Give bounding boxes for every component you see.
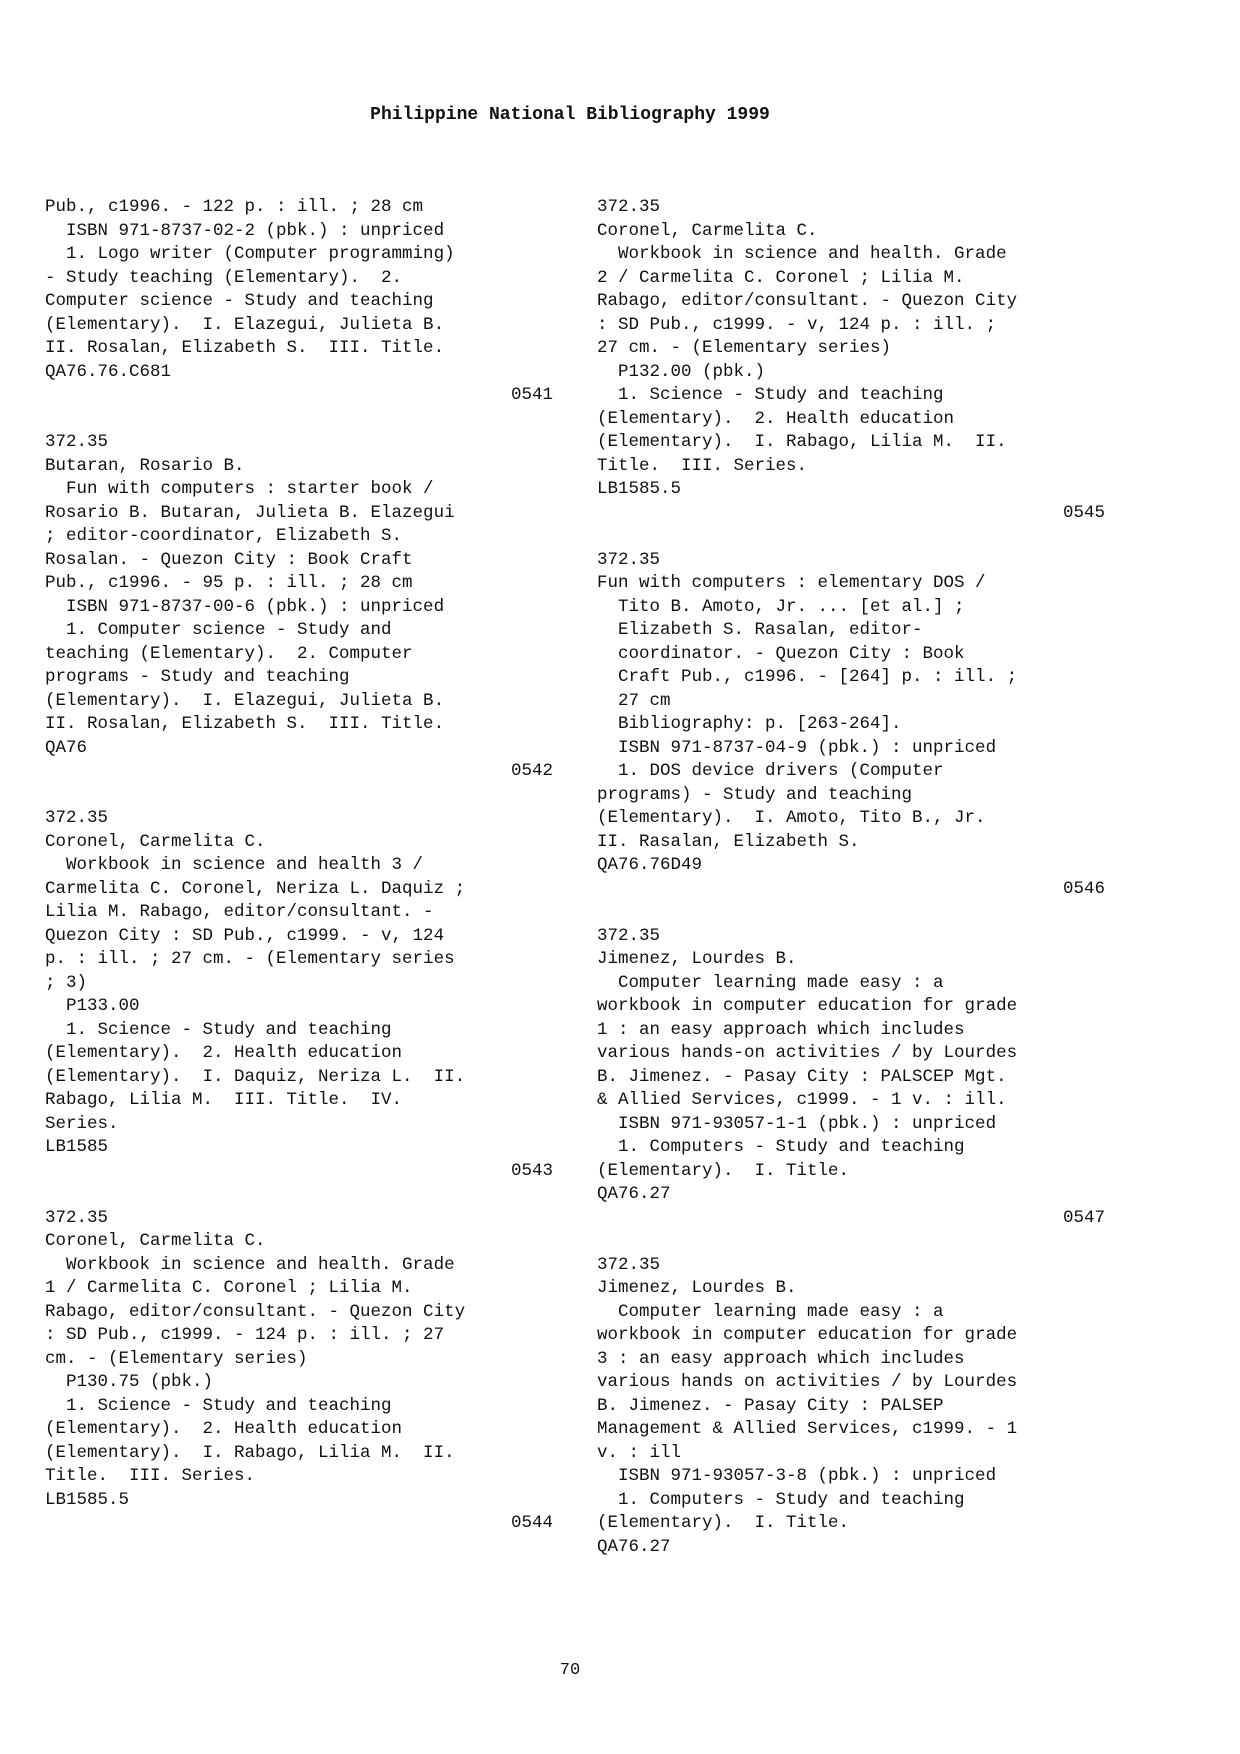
entry-line: ISBN 971-93057-1-1 (pbk.) : unpriced [597, 1113, 997, 1134]
entry-line: Bibliography: p. [263-264]. [597, 714, 902, 734]
entry-line: Rabago, editor/consultant. - Quezon City [597, 291, 1018, 311]
entry-line: (Elementary). 2. Health education [45, 1043, 403, 1063]
entry-line: QA76.27 [597, 1184, 671, 1204]
entry-line: 1. Logo writer (Computer programming) [45, 244, 455, 264]
entry-line: LB1585.5 [597, 479, 682, 499]
entry-line: (Elementary). 2. Health education [597, 408, 955, 429]
entry-line: & Allied Services, c1999. - 1 v. : ill. [597, 1090, 1007, 1110]
entry-line: Jimenez, Lourdes B. [597, 949, 797, 969]
entry-line: ISBN 971-8737-00-6 (pbk.) : unpriced [45, 596, 445, 617]
entry-line: Rabago, editor/consultant. - Quezon City [45, 1301, 466, 1322]
entry-line: Pub., c1996. - 122 p. : ill. ; 28 cm [45, 197, 424, 217]
entry-line: 1 : an easy approach which includes [597, 1019, 965, 1040]
entry-line: Rabago, Lilia M. III. Title. IV. [45, 1090, 403, 1110]
entry-number: 0547 [1062, 1207, 1105, 1228]
entry-line: 372.35 [45, 1207, 109, 1228]
entry-line: II. Rosalan, Elizabeth S. III. Title. [45, 714, 445, 734]
entry-line: LB1585 [45, 1137, 109, 1157]
entry-line: coordinator. - Quezon City : Book [597, 643, 965, 664]
entry-line: Coronel, Carmelita C. [45, 1231, 266, 1251]
page-number: 70 [559, 1661, 581, 1680]
entry-line: B. Jimenez. - Pasay City : PALSCEP Mgt. [597, 1066, 1007, 1087]
entry-line: Fun with computers : elementary DOS / [597, 573, 986, 593]
entry-line: Series. [45, 1113, 119, 1134]
entry-line: Computer learning made easy : a [597, 1301, 944, 1322]
entry-line: Title. III. Series. [597, 455, 808, 476]
bibliography-entry [45, 196, 553, 408]
entry-line: v. : ill [597, 1442, 682, 1463]
entry-line: (Elementary). I. Elazegui, Julieta B. [45, 314, 445, 335]
entry-line: 1. Computers - Study and teaching [597, 1137, 965, 1157]
entry-line: Workbook in science and health. Grade [45, 1254, 455, 1275]
entry-line: p. : ill. ; 27 cm. - (Elementary series [45, 949, 455, 969]
entry-line: programs) - Study and teaching [597, 784, 913, 805]
entry-line: Rosalan. - Quezon City : Book Craft [45, 549, 413, 570]
entry-line: Tito B. Amoto, Jr. ... [et al.] ; [597, 596, 965, 617]
entry-line: Quezon City : SD Pub., c1999. - v, 124 [45, 925, 445, 946]
entry-line: Lilia M. Rabago, editor/consultant. - [45, 902, 434, 922]
entry-line: Elizabeth S. Rasalan, editor- [597, 620, 923, 640]
entry-line: 1. Computer science - Study and [45, 620, 392, 640]
entry-line: Computer science - Study and teaching [45, 291, 434, 311]
entry-line: 1. Science - Study and teaching [45, 1395, 392, 1416]
entry-line: Rosario B. Butaran, Julieta B. Elazegui [45, 502, 455, 523]
entry-number: 0545 [1062, 502, 1105, 523]
bibliography-entry [45, 1207, 553, 1536]
entry-line: 372.35 [45, 808, 109, 828]
entry-line: 1. Science - Study and teaching [45, 1019, 392, 1040]
entry-line: (Elementary). I. Rabago, Lilia M. II. [597, 432, 1007, 452]
entry-line: workbook in computer education for grade [597, 1325, 1018, 1345]
entry-line: Fun with computers : starter book / [45, 479, 434, 499]
entry-line: (Elementary). I. Daquiz, Neriza L. II. [45, 1066, 466, 1087]
entry-line: 1. DOS device drivers (Computer [597, 761, 944, 781]
entry-line: programs - Study and teaching [45, 667, 350, 687]
entry-line: - Study teaching (Elementary). 2. [45, 267, 403, 288]
entry-line: Coronel, Carmelita C. [45, 831, 266, 852]
entry-line: (Elementary). I. Title. [597, 1160, 850, 1181]
entry-number: 0544 [510, 1513, 553, 1533]
entry-line: 372.35 [597, 549, 661, 570]
entry-line: P133.00 [45, 996, 140, 1016]
bibliography-entry [597, 196, 1105, 525]
entry-line: Title. III. Series. [45, 1466, 256, 1486]
entry-line: Pub., c1996. - 95 p. : ill. ; 28 cm [45, 573, 413, 593]
entry-line: 372.35 [45, 432, 109, 452]
entry-line: 372.35 [597, 925, 661, 946]
entry-line: P130.75 (pbk.) [45, 1372, 214, 1392]
entry-line: LB1585.5 [45, 1489, 130, 1510]
entry-line: Butaran, Rosario B. [45, 455, 245, 476]
left-column [45, 196, 553, 1559]
entry-number: 0543 [510, 1160, 553, 1181]
entry-number: 0541 [510, 385, 553, 405]
bibliography-entry [597, 925, 1105, 1231]
entry-line: QA76 [45, 737, 88, 758]
entry-line: Workbook in science and health 3 / [45, 855, 424, 875]
entry-line: Coronel, Carmelita C. [597, 220, 818, 241]
entry-line: ISBN 971-8737-04-9 (pbk.) : unpriced [597, 737, 997, 758]
entry-line: cm. - (Elementary series) [45, 1348, 308, 1369]
entry-line: 372.35 [597, 197, 661, 217]
entry-line: (Elementary). I. Rabago, Lilia M. II. [45, 1442, 455, 1463]
bibliography-entry [597, 1254, 1105, 1560]
entry-line: 1. Computers - Study and teaching [597, 1489, 965, 1510]
entry-line: teaching (Elementary). 2. Computer [45, 643, 413, 664]
entry-line: ISBN 971-8737-02-2 (pbk.) : unpriced [45, 220, 445, 241]
entry-line: QA76.76D49 [597, 855, 703, 875]
entry-line: 2 / Carmelita C. Coronel ; Lilia M. [597, 267, 965, 288]
entry-line: ISBN 971-93057-3-8 (pbk.) : unpriced [597, 1466, 997, 1486]
bibliography-entry [597, 549, 1105, 902]
entry-line: Workbook in science and health. Grade [597, 244, 1007, 264]
entry-line: (Elementary). I. Elazegui, Julieta B. [45, 690, 445, 711]
entry-line: (Elementary). 2. Health education [45, 1419, 403, 1439]
page-title: Philippine National Bibliography 1999 [370, 105, 770, 125]
entry-line: (Elementary). I. Title. [597, 1513, 850, 1533]
entry-line: II. Rosalan, Elizabeth S. III. Title. [45, 338, 445, 358]
entry-line: 27 cm. - (Elementary series) [597, 338, 892, 358]
entry-line: P132.00 (pbk.) [597, 361, 766, 382]
entry-line: QA76.27 [597, 1536, 671, 1557]
entry-line: : SD Pub., c1999. - 124 p. : ill. ; 27 [45, 1325, 445, 1345]
entry-line: Carmelita C. Coronel, Neriza L. Daquiz ; [45, 878, 466, 899]
entry-line: Computer learning made easy : a [597, 972, 944, 993]
entry-line: B. Jimenez. - Pasay City : PALSEP [597, 1395, 944, 1416]
entry-line: 1 / Carmelita C. Coronel ; Lilia M. [45, 1278, 413, 1298]
entry-line: ; 3) [45, 972, 88, 993]
bibliography-entry [45, 431, 553, 784]
entry-line: 372.35 [597, 1254, 661, 1275]
entry-line: : SD Pub., c1999. - v, 124 p. : ill. ; [597, 314, 997, 335]
entry-number: 0546 [1062, 878, 1105, 899]
entry-line: ; editor-coordinator, Elizabeth S. [45, 526, 403, 546]
entry-line: Management & Allied Services, c1999. - 1 [597, 1419, 1018, 1439]
entry-line: Jimenez, Lourdes B. [597, 1278, 797, 1298]
entry-line: Craft Pub., c1996. - [264] p. : ill. ; [597, 667, 1018, 687]
entry-line: 27 cm [597, 690, 671, 711]
entry-line: (Elementary). I. Amoto, Tito B., Jr. [597, 808, 986, 828]
entry-line: 3 : an easy approach which includes [597, 1348, 965, 1369]
right-column [597, 196, 1105, 1583]
entry-line: II. Rasalan, Elizabeth S. [597, 831, 860, 852]
entry-line: 1. Science - Study and teaching [597, 385, 944, 405]
entry-number: 0542 [510, 761, 553, 781]
entry-line: various hands on activities / by Lourdes [597, 1372, 1018, 1392]
bibliography-entry [45, 807, 553, 1183]
entry-line: QA76.76.C681 [45, 361, 172, 382]
entry-line: workbook in computer education for grade [597, 996, 1018, 1016]
entry-line: various hands-on activities / by Lourdes [597, 1043, 1018, 1063]
